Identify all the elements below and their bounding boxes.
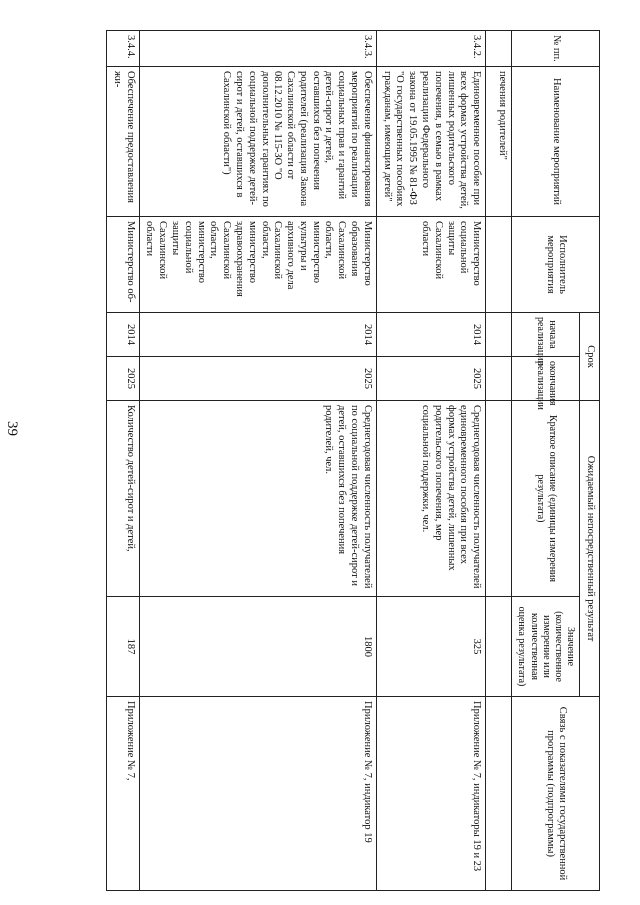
row-executor: Министерство об- (106, 217, 139, 313)
row-result-desc: Среднегодовая численность получателей по социальной поддержке детей-сирот и детей, оставшихся без попечения родителей, чел. (139, 401, 376, 597)
row-num: 3.4.3. (139, 31, 376, 67)
row-executor: Министерство образования Сахалинской области, министерство культуры и архивного дела Сахалинской области, министерство здравоохранения Сахалинской области, министерство социальной защиты Сахалинской области (139, 217, 376, 313)
header-result-value: Значение (количественное измерение или количественная оценка результата) (512, 597, 580, 697)
header-result: Ожидаемый непосредственный результат (580, 401, 600, 697)
header-term: Срок (580, 313, 600, 401)
row-value: 325 (376, 597, 485, 697)
row-link: Приложение № 7, (106, 697, 139, 891)
header-num: № пп. (512, 31, 600, 67)
row-value: 187 (106, 597, 139, 697)
program-measures-table (106, 30, 600, 891)
row-name: Единовременное пособие при всех формах устройства детей, лишенных родительского попечения, в семью в рамках реализации Федерального закона от 19.05.1995 № 81-ФЗ "О государственных пособиях гражданам, имеющим детей" (376, 67, 485, 217)
continuation-row (486, 31, 512, 891)
document-table-sheet (30, 30, 600, 890)
row-start: 2014 (376, 313, 485, 357)
row-end: 2025 (106, 357, 139, 401)
row-num: 3.4.2. (376, 31, 485, 67)
row-result-desc: Среднегодовая численность получателей единовременного пособия при всех формах устройства детей, лишенных родительского попечения, мер социальной поддержки, чел. (376, 401, 485, 597)
row-end: 2025 (139, 357, 376, 401)
row-start: 2014 (106, 313, 139, 357)
header-link: Связь с показателями государственной программы (подпрограммы) (512, 697, 600, 891)
header-term-end: окончания реализации (512, 357, 580, 401)
table-row (139, 31, 376, 891)
row-num: 3.4.4. (106, 31, 139, 67)
row-link: Приложение № 7, индикаторы 19 и 23 (376, 697, 485, 891)
row-end: 2025 (376, 357, 485, 401)
header-result-desc: Краткое описание (единицы измерения результата) (512, 401, 580, 597)
header-name: Наименование мероприятий (512, 67, 600, 217)
row-value: 1800 (139, 597, 376, 697)
row-start: 2014 (139, 313, 376, 357)
row-name: Обеспечение предоставления жи- (106, 67, 139, 217)
header-term-start: начала реализации (512, 313, 580, 357)
table-row (106, 31, 139, 891)
continuation-text: печения родителей" (486, 67, 512, 217)
row-executor: Министерство социальной защиты Сахалинской области (376, 217, 485, 313)
row-link: Приложение № 7, индикатор 19 (139, 697, 376, 891)
row-result-desc: Количество детей-сирот и детей, (106, 401, 139, 597)
page-number: 39 (4, 421, 20, 436)
table-header-row (580, 31, 600, 891)
row-name: Обеспечение финансирования мероприятий по реализации социальных прав и гарантий детей-сирот и детей, оставшихся без попечения родителей (реализация Закона Сахалинской области от 08.12.2010 № 115-ЗО "О дополнительных гарантиях по социальной поддержке детей-сирот и детей, оставшихся в Сахалинской области") (139, 67, 376, 217)
header-executor: Исполнитель мероприятия (512, 217, 600, 313)
continuation-num (486, 31, 512, 67)
table-row (376, 31, 485, 891)
